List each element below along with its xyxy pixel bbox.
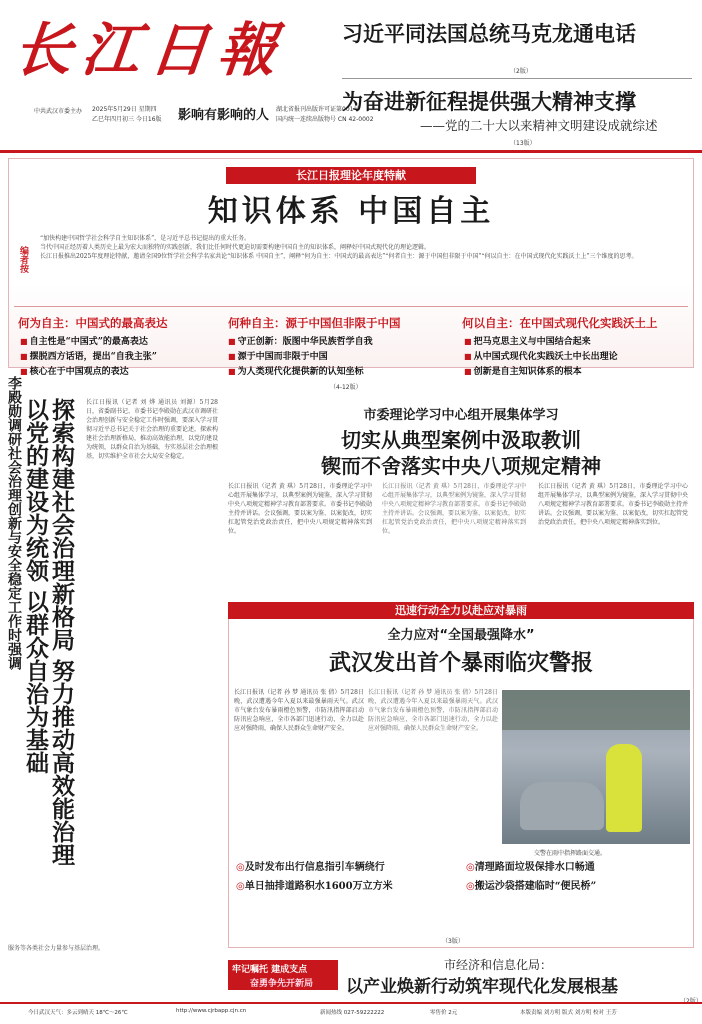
officer-shape <box>606 744 642 832</box>
list-item: ■ 摆脱西方话语，提出“自我主张” <box>20 351 157 362</box>
bottom-title[interactable]: 以产业焕新行动筑牢现代化发展根基 <box>346 977 618 997</box>
editor-line: 当代中国正经历着人类历史上最为宏大而独特的实践创新，我们比任何时代更迫切需要构建中国自主的知识体系，阐释好中国式现代化的理论逻辑。 <box>40 244 431 251</box>
list-item: ■ 源于中国而非限于中国 <box>228 351 328 362</box>
footer-rule <box>0 1002 702 1004</box>
list-item: ■ 核心在于中国观点的表达 <box>20 366 129 377</box>
bullet-icon: ◎ <box>466 881 475 892</box>
editor-line: “加快构建中国哲学社会科学自主知识体系”，是习近平总书记提出的重大任务。 <box>40 235 251 242</box>
headline-1-page: （2版） <box>510 68 532 75</box>
tree-shape <box>502 690 690 730</box>
left-story-subtitle[interactable]: 李殿勋调研社会治理创新与安全稳定工作时强调 <box>6 376 22 670</box>
masthead-rule <box>0 150 702 153</box>
masthead-date: 2025年5月29日 星期四 <box>92 106 157 113</box>
masthead-lunar: 乙巳年四月初三 今日16版 <box>92 116 162 123</box>
feature-page: （4-12版） <box>330 384 362 391</box>
mid-title-1[interactable]: 切实从典型案例中汲取教训 <box>341 428 581 452</box>
left-story-body: 长江日报讯（记者 刘 烨 通讯员 刘源）5月28日，省委副书记、市委书记李殿勋在武汉市调研社会治理创新与安全稳定工作时强调，要深入学习贯彻习近平总书记关于社会治理的重要论述，探索构建社会治理新格局，推动高效能治理，以党的建设为统领，以群众自治为基础，夯实基层社会治理根基，切实维护全市社会大局安全稳定。 <box>86 399 218 460</box>
rain-items <box>236 858 688 922</box>
editor-note <box>40 234 680 261</box>
editor-line: 长江日报推出2025年度理论特献，邀请全国9位哲学社会科学名家共论“知识体系 中国自主”，阐释“何为自主：中国式的最高表达”“何者自主：源于中国但非限于中国”“何以自主：在中国式现代化实践沃土上”三个维度的思考。 <box>40 253 638 260</box>
promo-line-1: 牢记嘱托 建成支点 <box>232 965 308 975</box>
mid-body-col3: 长江日报讯（记者 黄 琪）5月28日，市委理论学习中心组开展集体学习，以典型案例为镜鉴，深入学习贯彻中央八项规定精神学习教育部署要求。市委书记李殿勋主持并讲话。会议强调，要以案为鉴、以案促改，切实扛起管党治党政治责任，把中央八项规定精神落实到位。 <box>538 483 688 526</box>
rain-banner: 迅速行动全力以赴应对暴雨 <box>228 602 694 619</box>
left-story-note: 服务等各类社会力量参与基层治理。 <box>8 945 105 952</box>
rain-title[interactable]: 武汉发出首个暴雨临灾警报 <box>328 651 593 676</box>
footer-weather: 今日武汉天气：多云到晴天 18℃～26℃ <box>28 1010 128 1016</box>
masthead-reg: 湖北省报刊出版许可证第001号 <box>276 106 360 113</box>
list-item: ■ 从中国式现代化实践沃土中长出理论 <box>464 351 618 362</box>
masthead-slogan: 影响有影响的人 <box>178 108 270 123</box>
footer-web[interactable]: http://www.cjrbapp.cjn.cn <box>176 1008 247 1014</box>
list-item: ■ 自主性是“中国式”的最高表达 <box>20 336 148 347</box>
masthead-publisher: 中共武汉市委主办 <box>34 108 83 115</box>
rain-item: ◎搬运沙袋搭建临时“便民桥” <box>466 881 597 892</box>
col2-title[interactable]: 何种自主：源于中国但非限于中国 <box>228 316 401 330</box>
rain-body-col2: 长江日报讯（记者 孙 梦 通讯员 张 倩）5月28日晚，武汉遭遇今年入夏以来最强暴雨天气。武汉市气象台发布暴雨橙色预警，市防汛指挥部启动防汛应急响应，全市各部门迅速行动，全力以赴应对强降雨，确保人民群众生命财产安全。 <box>368 689 498 732</box>
rain-page: （3版） <box>442 938 464 945</box>
bullet-icon: ◎ <box>466 862 475 873</box>
list-item: ■ 创新是自主知识体系的根本 <box>464 366 582 377</box>
headline-1[interactable]: 习近平同法国总统马克龙通电话 <box>342 22 636 46</box>
masthead-title: 长江日報 <box>10 16 290 84</box>
feature-bar: 长江日报理论年度特献 <box>226 167 476 184</box>
promo-line-2: 奋勇争先开新局 <box>250 979 314 989</box>
masthead-cn: 国内统一连续出版物号 CN 42-0002 <box>276 116 374 123</box>
mid-title-2[interactable]: 锲而不舍落实中央八项规定精神 <box>321 454 601 478</box>
feature-divider <box>14 306 688 307</box>
divider <box>342 78 692 79</box>
col3-title[interactable]: 何以自主：在中国式现代化实践沃土上 <box>462 316 658 330</box>
rain-item: ◎清理路面垃圾保排水口畅通 <box>466 862 595 873</box>
mid-body-col1: 长江日报讯（记者 黄 琪）5月28日，市委理论学习中心组开展集体学习，以典型案例为镜鉴，深入学习贯彻中央八项规定精神学习教育部署要求。市委书记李殿勋主持并讲话。会议强调，要以案为鉴、以案促改，切实扛起管党治党政治责任，把中央八项规定精神落实到位。 <box>228 483 372 535</box>
list-item: ■ 为人类现代化提供新的认知坐标 <box>228 366 364 377</box>
list-item: ■ 守正创新：版图中华民族哲学自我 <box>228 336 373 347</box>
headline-2[interactable]: 为奋进新征程提供强大精神支撑 <box>342 90 636 114</box>
headline-2-page: （13版） <box>510 140 536 147</box>
footer-copyright: 本版责编 刘方明 版式 刘方明 校对 王芳 <box>520 1010 617 1016</box>
rain-caption: 交警在雨中指挥路面交通。 <box>534 850 607 857</box>
left-story-title-1[interactable]: 探索构建社会治理新格局 努力推动高效能治理 <box>48 398 74 867</box>
mid-body-col2: 长江日报讯（记者 黄 琪）5月28日，市委理论学习中心组开展集体学习，以典型案例为镜鉴，深入学习贯彻中央八项规定精神学习教育部署要求。市委书记李殿勋主持并讲话。会议强调，要以案为鉴、以案促改，切实扛起管党治党政治责任，把中央八项规定精神落实到位。 <box>382 483 526 535</box>
rain-photo <box>502 690 690 844</box>
headline-2-sub: ——党的二十大以来精神文明建设成就综述 <box>420 118 658 133</box>
rain-kicker: 全力应对“全国最强降水” <box>387 628 535 643</box>
mid-kicker: 市委理论学习中心组开展集体学习 <box>363 408 559 423</box>
bullet-icon: ◎ <box>236 862 245 873</box>
bottom-kicker: 市经济和信息化局： <box>444 958 553 972</box>
feature-title[interactable]: 知识体系 中国自主 <box>207 194 495 229</box>
rain-item: ◎单日抽排道路积水1600万立方米 <box>236 881 393 892</box>
col3-list <box>464 334 618 379</box>
left-story-title-2[interactable]: 以党的建设为统领 以群众自治为基础 <box>22 398 48 775</box>
col1-list <box>20 334 157 379</box>
col1-title[interactable]: 何为自主：中国式的最高表达 <box>18 316 168 330</box>
rain-body-col1: 长江日报讯（记者 孙 梦 通讯员 张 倩）5月28日晚，武汉遭遇今年入夏以来最强暴雨天气。武汉市气象台发布暴雨橙色预警，市防汛指挥部启动防汛应急响应，全市各部门迅速行动，全力以赴应对强降雨，确保人民群众生命财产安全。 <box>234 689 364 732</box>
rain-item: ◎及时发布出行信息指引车辆绕行 <box>236 862 385 873</box>
editor-label: 编者按 <box>18 246 28 273</box>
list-item: ■ 把马克思主义与中国结合起来 <box>464 336 591 347</box>
car-shape <box>520 782 604 830</box>
footer-hotline: 新闻热线 027-59222222 <box>320 1010 385 1016</box>
col2-list <box>228 334 373 379</box>
footer-price: 零售价 2元 <box>430 1010 458 1016</box>
bullet-icon: ◎ <box>236 881 245 892</box>
